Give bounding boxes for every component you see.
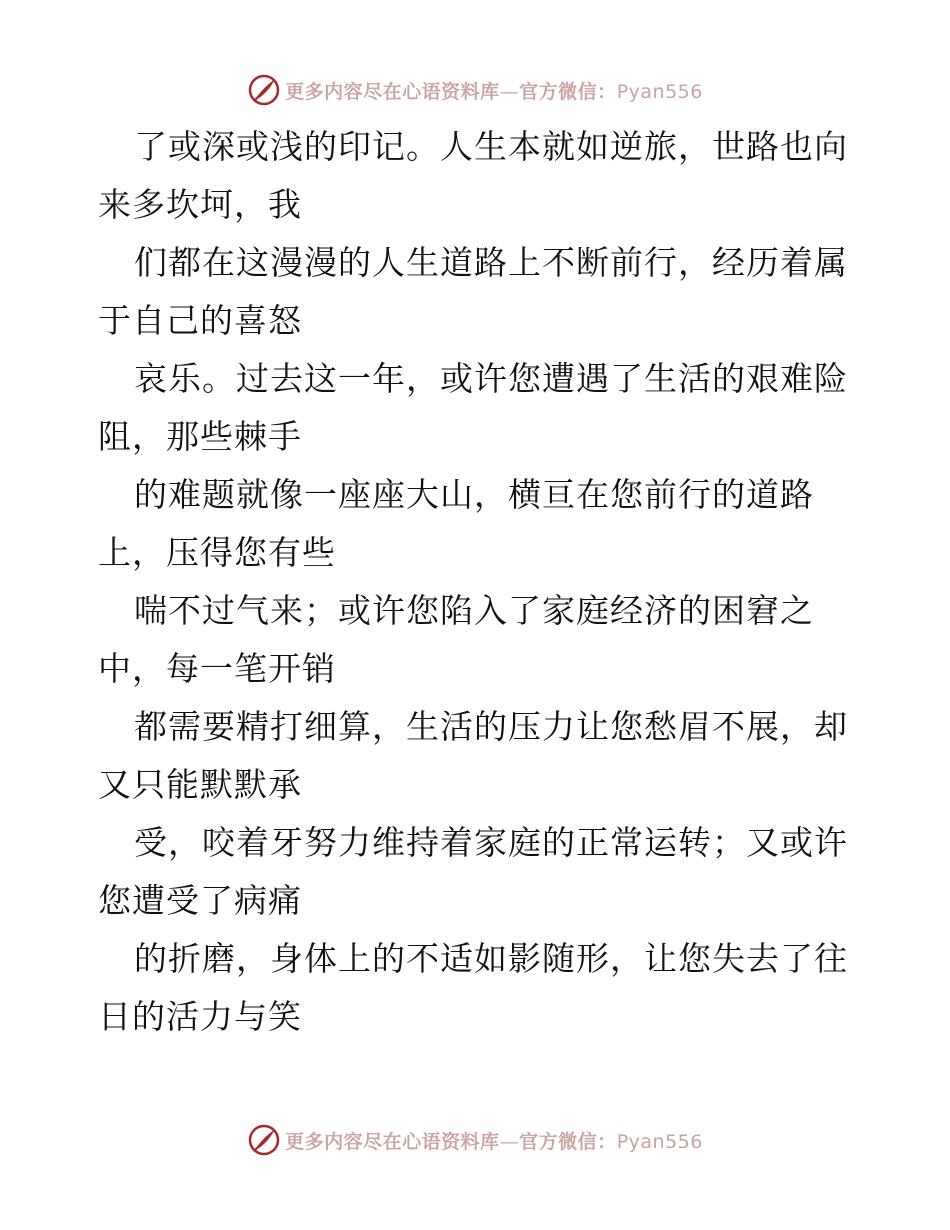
footer-banner — [0, 1122, 950, 1158]
footer-brand: 更多内容尽在心语资料库 — [285, 1130, 500, 1153]
body-line: 的难题就像一座座大山，横亘在您前行的道路 — [134, 475, 814, 514]
document-body — [98, 118, 858, 1046]
body-line: 阻，那些棘手 — [98, 417, 302, 456]
header-separator: — — [499, 80, 520, 103]
quill-pen-logo-icon — [247, 1123, 281, 1157]
body-line: 来多坎坷，我 — [98, 185, 302, 224]
footer-wechat-id: Pyan556 — [616, 1130, 703, 1153]
body-line: 哀乐。过去这一年，或许您遭遇了生活的艰难险 — [134, 359, 848, 398]
body-line: 们都在这漫漫的人生道路上不断前行，经历着属 — [134, 243, 848, 282]
body-line: 受，咬着牙努力维持着家庭的正常运转；又或许 — [134, 823, 848, 862]
body-line: 日的活力与笑 — [98, 997, 302, 1036]
footer-text — [285, 1127, 703, 1154]
footer-wechat-label: 官方微信： — [519, 1130, 617, 1153]
body-line: 了或深或浅的印记。人生本就如逆旅，世路也向 — [134, 127, 848, 166]
body-line: 都需要精打细算，生活的压力让您愁眉不展，却 — [134, 707, 848, 746]
body-line: 于自己的喜怒 — [98, 301, 302, 340]
quill-pen-logo-icon — [247, 73, 281, 107]
header-brand: 更多内容尽在心语资料库 — [285, 80, 500, 103]
header-text — [285, 77, 703, 104]
body-line: 又只能默默承 — [98, 765, 302, 804]
header-wechat-id: Pyan556 — [616, 80, 703, 103]
body-line: 您遭受了病痛 — [98, 881, 302, 920]
body-line: 中，每一笔开销 — [98, 649, 336, 688]
footer-separator: — — [499, 1130, 520, 1153]
header-wechat-label: 官方微信： — [519, 80, 617, 103]
body-line: 的折磨，身体上的不适如影随形，让您失去了往 — [134, 939, 848, 978]
body-line: 上，压得您有些 — [98, 533, 336, 572]
header-banner — [0, 72, 950, 108]
body-line: 喘不过气来；或许您陷入了家庭经济的困窘之 — [134, 591, 814, 630]
